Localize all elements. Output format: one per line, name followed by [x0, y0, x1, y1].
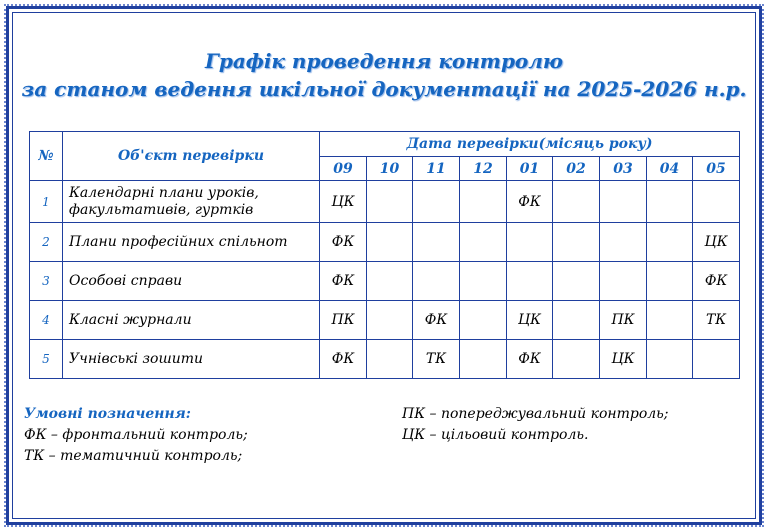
- header-object: Об'єкт перевірки: [63, 132, 320, 181]
- table-row: [30, 340, 740, 379]
- schedule-cell: [553, 340, 600, 379]
- schedule-cell: [647, 223, 693, 262]
- schedule-cell: [460, 223, 507, 262]
- header-month: 04: [647, 157, 693, 181]
- schedule-cell: [460, 301, 507, 340]
- schedule-cell: [553, 181, 600, 223]
- row-object: Класні журнали: [63, 301, 320, 340]
- schedule-cell: [460, 181, 507, 223]
- row-number: 3: [30, 262, 63, 301]
- schedule-cell: ТК: [413, 340, 460, 379]
- table-row: [30, 262, 740, 301]
- schedule-cell: [553, 262, 600, 301]
- row-number: 4: [30, 301, 63, 340]
- schedule-cell: ФК: [413, 301, 460, 340]
- row-number: 2: [30, 223, 63, 262]
- schedule-cell: ЦК: [320, 181, 367, 223]
- schedule-cell: [413, 262, 460, 301]
- schedule-cell: [367, 262, 413, 301]
- schedule-cell: ЦК: [693, 223, 740, 262]
- schedule-cell: ЦК: [600, 340, 647, 379]
- schedule-cell: ПК: [600, 301, 647, 340]
- header-month: 11: [413, 157, 460, 181]
- table-row: [30, 223, 740, 262]
- header-month: 10: [367, 157, 413, 181]
- schedule-cell: ЦК: [507, 301, 553, 340]
- legend-tk: ТК – тематичний контроль;: [24, 448, 243, 464]
- schedule-cell: [460, 340, 507, 379]
- row-number: 1: [30, 181, 63, 223]
- row-object: Учнівські зошити: [63, 340, 320, 379]
- legend-fk: ФК – фронтальний контроль;: [24, 427, 248, 443]
- schedule-cell: [647, 340, 693, 379]
- schedule-cell: [367, 181, 413, 223]
- schedule-cell: [647, 262, 693, 301]
- page-subtitle: за станом ведення шкільної документації на 2025-2026 н.р.: [21, 77, 747, 101]
- legend-right: [402, 404, 669, 446]
- header-date: Дата перевірки(місяць року): [320, 132, 740, 157]
- schedule-cell: [553, 223, 600, 262]
- page-title: Графік проведення контролю: [205, 49, 563, 73]
- schedule-cell: [413, 181, 460, 223]
- legend-left: [24, 404, 248, 467]
- schedule-cell: [600, 181, 647, 223]
- legend-ck: ЦК – цільовий контроль.: [402, 427, 589, 443]
- schedule-cell: [367, 223, 413, 262]
- schedule-cell: ФК: [320, 262, 367, 301]
- schedule-cell: ФК: [320, 340, 367, 379]
- schedule-cell: [367, 340, 413, 379]
- legend-pk: ПК – попереджувальний контроль;: [402, 406, 669, 422]
- schedule-cell: ФК: [507, 181, 553, 223]
- schedule-cell: [600, 262, 647, 301]
- header-month: 03: [600, 157, 647, 181]
- schedule-cell: ФК: [320, 223, 367, 262]
- row-object: Плани професійних спільнот: [63, 223, 320, 262]
- schedule-cell: ТК: [693, 301, 740, 340]
- header-month: 01: [507, 157, 553, 181]
- header-month: 02: [553, 157, 600, 181]
- legend-title: Умовні позначення:: [24, 406, 191, 422]
- schedule-cell: [460, 262, 507, 301]
- schedule-cell: [693, 181, 740, 223]
- schedule-cell: [600, 223, 647, 262]
- row-object: Особові справи: [63, 262, 320, 301]
- table-row: [30, 301, 740, 340]
- header-month: 05: [693, 157, 740, 181]
- schedule-cell: [367, 301, 413, 340]
- control-schedule-table: [29, 131, 740, 379]
- schedule-cell: [647, 181, 693, 223]
- header-month: 12: [460, 157, 507, 181]
- schedule-cell: [413, 223, 460, 262]
- header-number: №: [30, 132, 63, 181]
- header-month: 09: [320, 157, 367, 181]
- row-number: 5: [30, 340, 63, 379]
- table-row: [30, 181, 740, 223]
- schedule-cell: ПК: [320, 301, 367, 340]
- schedule-cell: ФК: [507, 340, 553, 379]
- row-object: Календарні плани уроків, факультативів, гуртків: [63, 181, 320, 223]
- schedule-cell: ФК: [693, 262, 740, 301]
- schedule-cell: [693, 340, 740, 379]
- schedule-cell: [507, 262, 553, 301]
- schedule-cell: [647, 301, 693, 340]
- schedule-cell: [507, 223, 553, 262]
- schedule-cell: [553, 301, 600, 340]
